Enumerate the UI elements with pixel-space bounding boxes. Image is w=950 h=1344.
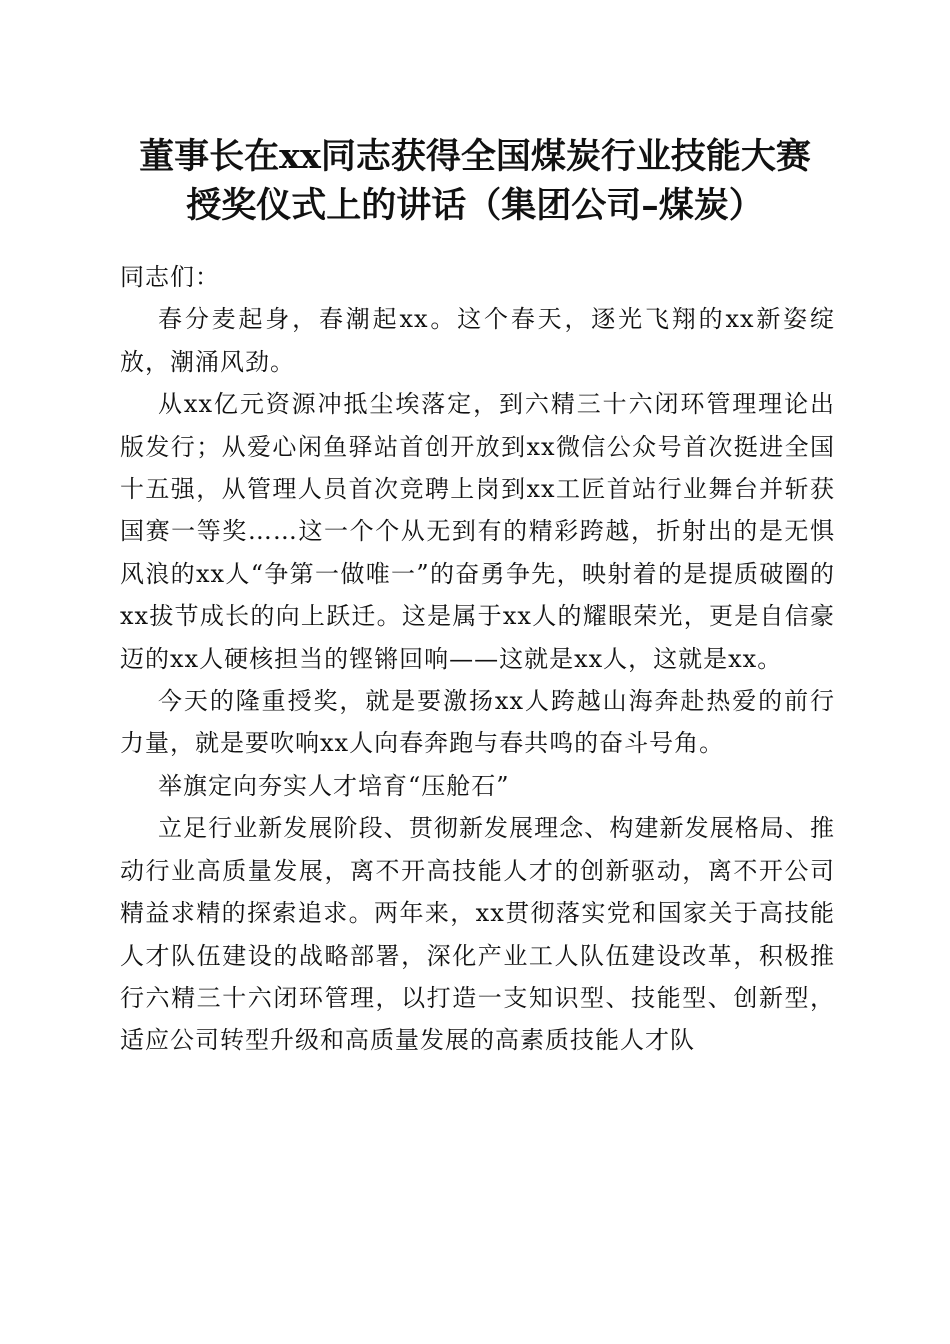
section-heading: 举旗定向夯实人才培育“压舱石” — [158, 771, 510, 800]
paragraph-2: 从xx亿元资源冲抵尘埃落定，到六精三十六闭环管理理论出版发行；从爱心闲鱼驿站首创开放到xx微信公众号首次挺进全国十五强，从管理人员首次竞聘上岗到xx工匠首站行业舞台并斩获国赛一等奖……这一个个从无到有的精彩跨越，折射出的是无惧风浪的xx人“争第一做唯一”的奋勇争先，映射着的是提质破圈的xx拔节成长的向上跃迁。这是属于xx人的耀眼荣光，更是自信豪迈的xx人硬核担当的铿锵回响——这就是xx人，这就是xx。 — [120, 390, 835, 673]
salutation: 同志们： — [120, 263, 220, 291]
title-line-2: 授奖仪式上的讲话（集团公司–煤炭） — [186, 185, 764, 226]
document-body — [120, 256, 835, 1062]
document-title — [60, 132, 890, 230]
paragraph-3: 今天的隆重授奖，就是要激扬xx人跨越山海奔赴热爱的前行力量，就是要吹响xx人向春奔跑与春共鸣的奋斗号角。 — [120, 687, 835, 758]
title-line-1: 董事长在xx同志获得全国煤炭行业技能大赛 — [139, 136, 811, 177]
paragraph-4: 立足行业新发展阶段、贯彻新发展理念、构建新发展格局、推动行业高质量发展，离不开高技能人才的创新驱动，离不开公司精益求精的探索追求。两年来，xx贯彻落实党和国家关于高技能人才队伍建设的战略部署，深化产业工人队伍建设改革，积极推行六精三十六闭环管理，以打造一支知识型、技能型、创新型，适应公司转型升级和高质量发展的高素质技能人才队 — [120, 814, 835, 1055]
paragraph-1: 春分麦起身，春潮起xx。这个春天，逐光飞翔的xx新姿绽放，潮涌风劲。 — [120, 305, 835, 376]
